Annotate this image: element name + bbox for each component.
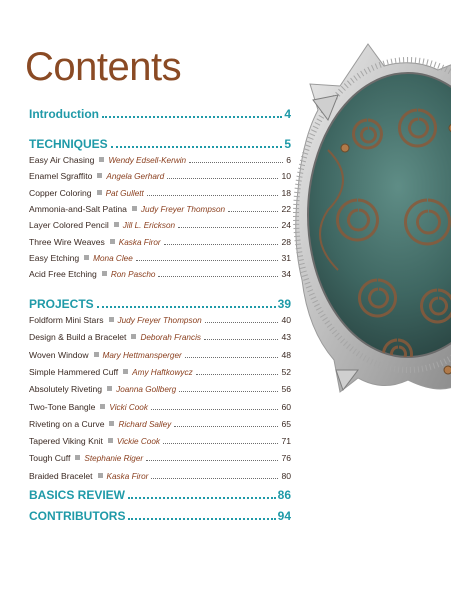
bullet-square-icon [97, 173, 102, 178]
entry-title: Easy Air Chasing [29, 155, 95, 165]
dot-leader [196, 373, 279, 375]
bullet-square-icon [108, 438, 113, 443]
entry-page: 80 [281, 470, 291, 481]
projects-label: PROJECTS [29, 297, 94, 311]
dot-leader [178, 226, 278, 228]
entry-author: Vickie Cook [116, 437, 160, 447]
dot-leader [189, 161, 283, 163]
toc-entry[interactable] [29, 365, 291, 379]
toc-entry[interactable] [29, 202, 291, 216]
bullet-square-icon [99, 157, 104, 162]
entry-title: Acid Free Etching [29, 269, 97, 280]
bullet-square-icon [75, 455, 80, 460]
dot-leader [97, 305, 276, 308]
entry-author: Ron Pascho [110, 270, 156, 280]
introduction-label: Introduction [29, 107, 99, 121]
entry-author: Judy Freyer Thompson [140, 204, 226, 214]
bullet-square-icon [102, 271, 107, 276]
bullet-square-icon [94, 352, 99, 357]
toc-entry[interactable] [29, 417, 291, 431]
toc-entry[interactable] [29, 451, 291, 465]
entry-title: Layer Colored Pencil [29, 220, 109, 231]
entry-page: 56 [281, 384, 291, 395]
toc-entry[interactable] [29, 434, 291, 448]
entry-page: 34 [281, 269, 291, 280]
entry-author: Richard Salley [118, 419, 172, 429]
basics-review-label: BASICS REVIEW [29, 488, 126, 502]
entry-author: Deborah Francis [140, 333, 201, 343]
toc-techniques[interactable] [29, 136, 291, 152]
entry-title: Absolutely Riveting [29, 384, 103, 395]
toc-entry[interactable] [29, 400, 291, 414]
entry-title: Tough Cuff [29, 453, 71, 464]
entry-author: Kaska Firor [106, 471, 149, 481]
entry-author: Mary Hettmansperger [102, 350, 182, 360]
entry-author: Judy Freyer Thompson [117, 316, 202, 325]
dot-leader [174, 425, 278, 427]
bullet-square-icon [100, 404, 105, 409]
toc-entry[interactable] [29, 218, 291, 232]
bullet-square-icon [110, 239, 115, 244]
entry-author: Jill L. Erickson [122, 221, 176, 231]
entry-page: 24 [281, 220, 291, 231]
toc-entry[interactable] [29, 153, 291, 167]
techniques-label: TECHNIQUES [29, 137, 108, 151]
toc-entry[interactable] [29, 169, 291, 183]
page-title: Contents [25, 45, 182, 89]
dot-leader [179, 390, 278, 392]
bullet-square-icon [84, 255, 89, 260]
entry-author: Stephanie Riger [84, 454, 144, 464]
dot-leader [128, 517, 275, 520]
dot-leader [164, 243, 279, 245]
dot-leader [151, 408, 279, 410]
entry-author: Amy Haftkowycz [132, 367, 193, 377]
toc-introduction[interactable] [29, 106, 291, 122]
bullet-square-icon [132, 206, 137, 211]
bullet-square-icon [109, 421, 114, 426]
entry-author: Kaska Firor [118, 237, 161, 247]
toc-basics-review[interactable] [29, 487, 291, 503]
entry-page: 52 [281, 366, 291, 377]
entry-author: Mona Clee [93, 253, 133, 263]
dot-leader [136, 259, 279, 261]
dot-leader [205, 321, 279, 323]
toc-projects[interactable] [29, 296, 291, 312]
bullet-square-icon [114, 222, 119, 227]
entry-page: 65 [281, 418, 291, 429]
entry-title: Enamel Sgraffito [29, 171, 93, 182]
entry-page: 22 [281, 203, 291, 214]
entry-page: 10 [281, 171, 291, 182]
entry-title: Simple Hammered Cuff [29, 366, 119, 377]
basics-review-page: 86 [277, 488, 291, 502]
toc-entry[interactable] [29, 348, 291, 362]
entry-page: 28 [281, 236, 291, 247]
entry-title: Braided Bracelet [29, 470, 93, 481]
entry-title: Tapered Viking Knit [29, 436, 103, 447]
toc-entry[interactable] [29, 235, 291, 249]
entry-title: Design & Build a Bracelet [29, 332, 127, 343]
dot-leader [128, 496, 276, 499]
bullet-square-icon [131, 334, 136, 339]
entry-author: Angela Gerhard [106, 172, 165, 182]
techniques-page: 5 [284, 137, 291, 151]
toc-entry[interactable] [29, 313, 291, 327]
toc-entry[interactable] [29, 330, 291, 344]
entry-author: Joanna Gollberg [116, 385, 177, 395]
dot-leader [185, 356, 279, 358]
entry-page: 40 [281, 315, 291, 325]
entry-title: Easy Etching [29, 252, 80, 263]
entry-title: Foldform Mini Stars [29, 315, 104, 325]
entry-title: Copper Coloring [29, 187, 92, 198]
entry-title: Two-Tone Bangle [29, 401, 96, 412]
toc-entry[interactable] [29, 186, 291, 200]
dot-leader [102, 115, 282, 118]
dot-leader [163, 442, 278, 444]
entry-page: 76 [281, 453, 291, 464]
toc-entry[interactable] [29, 267, 291, 281]
entry-page: 60 [281, 401, 291, 412]
entry-page: 18 [281, 187, 291, 198]
bullet-square-icon [107, 386, 112, 391]
jewelry-pendant-photo [288, 40, 451, 400]
bullet-square-icon [98, 473, 103, 478]
entry-title: Riveting on a Curve [29, 418, 105, 429]
dot-leader [111, 145, 283, 148]
bullet-square-icon [123, 369, 128, 374]
entry-author: Wendy Edsell-Kerwin [108, 156, 187, 165]
toc-entry[interactable] [29, 251, 291, 265]
dot-leader [228, 210, 278, 212]
dot-leader [204, 338, 278, 340]
bullet-square-icon [109, 317, 114, 322]
dot-leader [151, 477, 278, 479]
toc-entry[interactable] [29, 382, 291, 396]
contributors-label: CONTRIBUTORS [29, 509, 126, 523]
introduction-page: 4 [284, 107, 291, 121]
entry-page: 43 [281, 332, 291, 343]
entry-author: Vicki Cook [109, 402, 148, 412]
projects-page: 39 [277, 297, 291, 311]
entry-page: 31 [281, 252, 291, 263]
entry-title: Woven Window [29, 349, 89, 360]
entry-page: 48 [281, 349, 291, 360]
toc-entry[interactable] [29, 469, 291, 483]
entry-author: Pat Gullett [105, 188, 144, 198]
contributors-page: 94 [277, 509, 291, 523]
entry-page: 6 [286, 155, 291, 165]
entry-title: Three Wire Weaves [29, 236, 105, 247]
dot-leader [158, 275, 278, 277]
entry-page: 71 [281, 436, 291, 447]
dot-leader [146, 459, 278, 461]
bullet-square-icon [97, 190, 102, 195]
dot-leader [167, 177, 278, 179]
toc-contributors[interactable] [29, 508, 291, 524]
entry-title: Ammonia-and-Salt Patina [29, 203, 127, 214]
dot-leader [147, 194, 279, 196]
